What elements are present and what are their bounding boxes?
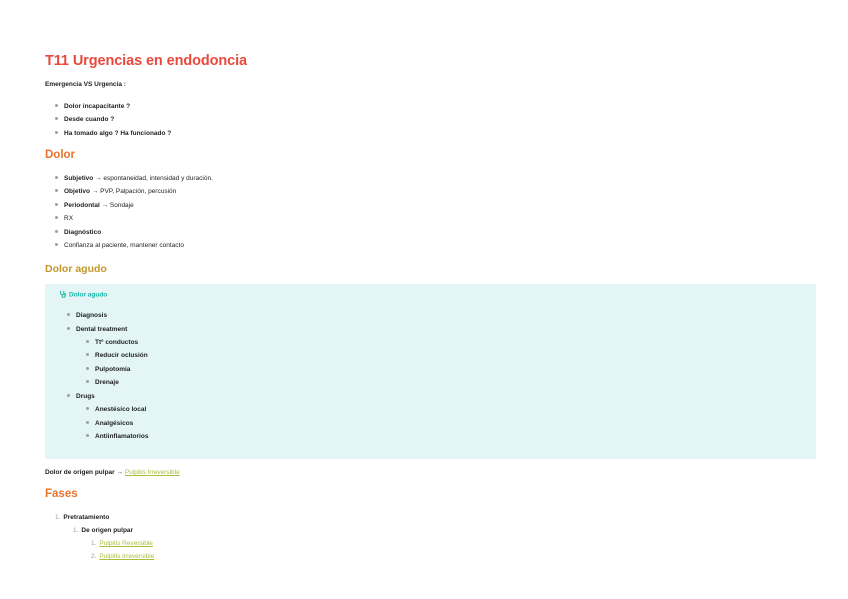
bullet-dot bbox=[55, 117, 58, 120]
ordered-item: 1. De origen pulpar bbox=[73, 527, 134, 534]
list-item: Reducir oclusión bbox=[86, 352, 148, 359]
bullet-dot bbox=[67, 327, 70, 330]
list-item: Antiinflamatorios bbox=[86, 433, 148, 440]
origin-line: Dolor de origen pulpar → Pulpitis Irreversible bbox=[45, 469, 180, 476]
heading-dolor-agudo: Dolor agudo bbox=[45, 263, 107, 275]
bullet-dot bbox=[86, 421, 89, 424]
bullet-dot bbox=[86, 367, 89, 370]
list-item: Anestésico local bbox=[86, 406, 146, 413]
heading-dolor: Dolor bbox=[45, 149, 76, 161]
bullet-dot bbox=[55, 203, 58, 206]
list-item: Drenaje bbox=[86, 379, 119, 386]
list-item: Diagnosis bbox=[67, 312, 107, 319]
bullet-dot bbox=[86, 353, 89, 356]
list-item: Drugs bbox=[67, 393, 95, 400]
bullet-dot bbox=[55, 131, 58, 134]
bullet-dot bbox=[55, 216, 58, 219]
list-item: RX bbox=[55, 215, 73, 222]
bullet-dot bbox=[55, 243, 58, 246]
callout-box bbox=[45, 284, 816, 459]
ordered-item: 1. Pretratamiento bbox=[55, 514, 110, 521]
bullet-dot bbox=[67, 313, 70, 316]
ordered-item: 2. Pulpitis Irreversible bbox=[91, 553, 155, 560]
bullet-dot bbox=[86, 380, 89, 383]
bullet-dot bbox=[55, 230, 58, 233]
callout-title: Dolor agudo bbox=[59, 291, 107, 299]
bullet-dot bbox=[55, 176, 58, 179]
link-pulpitis-irreversible[interactable]: Pulpitis Irreversible bbox=[99, 553, 155, 560]
link-pulpitis-irreversible[interactable]: Pulpitis Irreversible bbox=[124, 469, 180, 476]
stethoscope-icon bbox=[59, 290, 67, 298]
list-item: Dolor incapacitante ? bbox=[55, 103, 130, 110]
list-item: Analgésicos bbox=[86, 420, 133, 427]
list-item: Dental treatment bbox=[67, 326, 127, 333]
bullet-dot bbox=[55, 104, 58, 107]
page-title: T11 Urgencias en endodoncia bbox=[45, 53, 247, 69]
list-item: Subjetivo → espontaneidad, intensidad y duración. bbox=[55, 175, 213, 182]
bullet-dot bbox=[86, 407, 89, 410]
bullet-dot bbox=[55, 189, 58, 192]
list-item: Pulpotomía bbox=[86, 366, 130, 373]
bullet-dot bbox=[86, 434, 89, 437]
list-item: Periodontal → Sondaje bbox=[55, 202, 134, 209]
intro-text: Emergencia VS Urgencia : bbox=[45, 81, 126, 88]
list-item: Desde cuando ? bbox=[55, 116, 114, 123]
list-item: Diagnóstico bbox=[55, 229, 101, 236]
list-item: Ttº conductos bbox=[86, 339, 138, 346]
ordered-item: 1. Pulpitis Reversible bbox=[91, 540, 153, 547]
bullet-dot bbox=[86, 340, 89, 343]
list-item: Objetivo → PVP, Palpación, percusión bbox=[55, 188, 176, 195]
bullet-dot bbox=[67, 394, 70, 397]
heading-fases: Fases bbox=[45, 488, 78, 500]
link-pulpitis-reversible[interactable]: Pulpitis Reversible bbox=[99, 540, 153, 547]
list-item: Confianza al paciente, mantener contacto bbox=[55, 242, 184, 249]
list-item: Ha tomado algo ? Ha funcionado ? bbox=[55, 130, 171, 137]
